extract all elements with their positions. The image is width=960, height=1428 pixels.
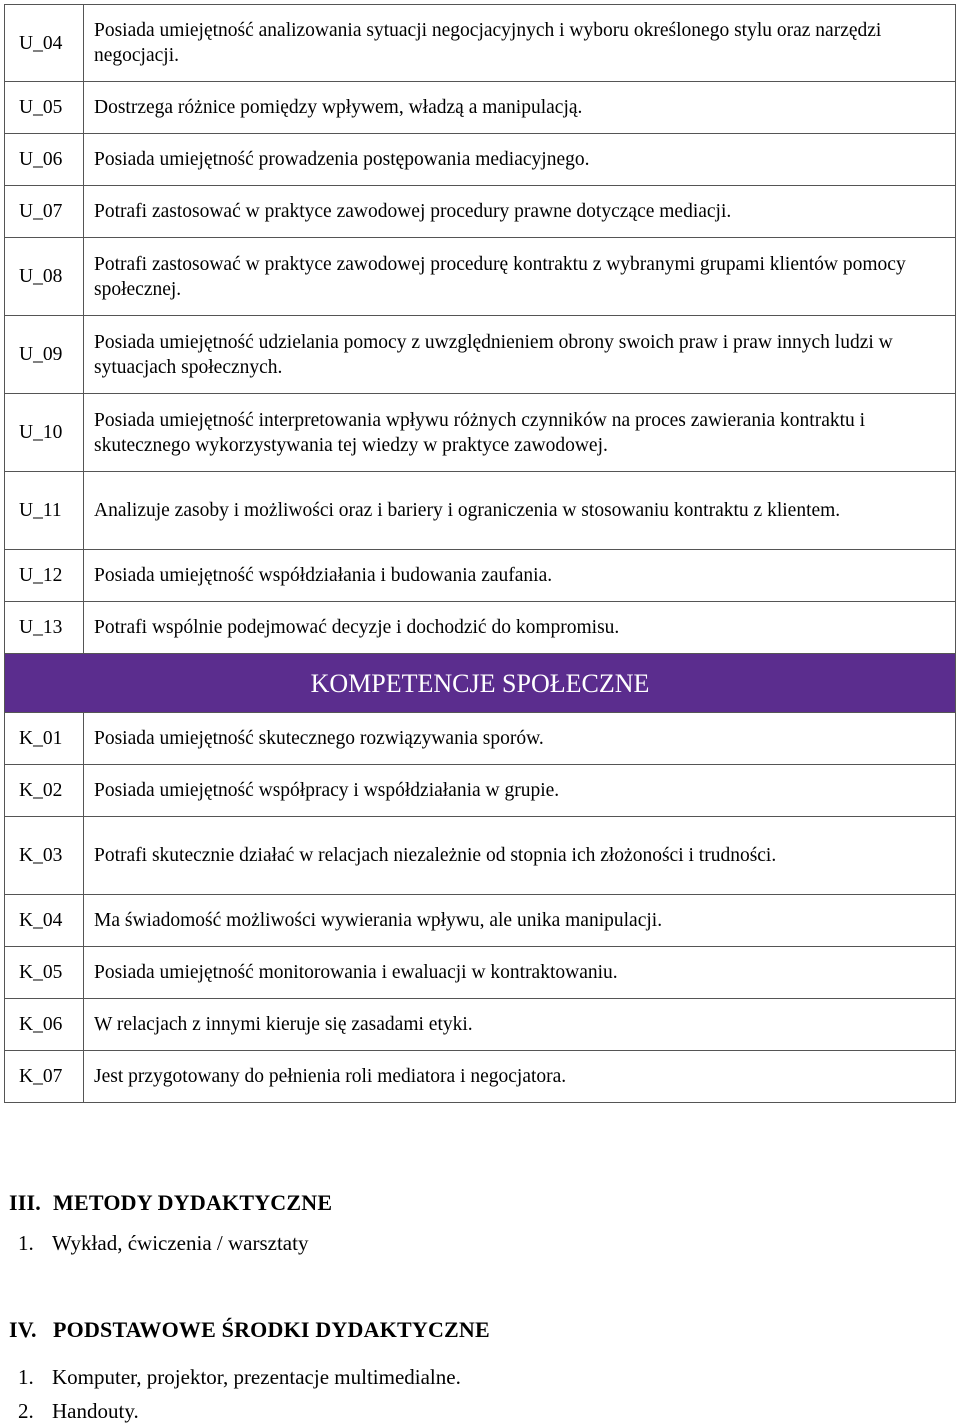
list-number: 2. [18, 1399, 34, 1423]
outcome-code: K_03 [5, 817, 84, 895]
table-row [5, 713, 956, 765]
outcome-text: Potrafi skutecznie działać w relacjach niezależnie od stopnia ich złożoności i trudności. [84, 817, 956, 895]
section-title: PODSTAWOWE ŚRODKI DYDAKTYCZNE [53, 1317, 490, 1342]
outcome-text: Posiada umiejętność prowadzenia postępowania mediacyjnego. [84, 134, 956, 186]
outcome-code: U_11 [5, 472, 84, 550]
table-row [5, 602, 956, 654]
table-row [5, 316, 956, 394]
outcome-text: Ma świadomość możliwości wywierania wpływu, ale unika manipulacji. [84, 895, 956, 947]
outcome-code: U_06 [5, 134, 84, 186]
outcome-code: U_13 [5, 602, 84, 654]
table-row [5, 550, 956, 602]
table-row [5, 5, 956, 82]
outcome-code: U_08 [5, 238, 84, 316]
outcome-code: K_06 [5, 999, 84, 1051]
outcome-text: Posiada umiejętność udzielania pomocy z uwzględnieniem obrony swoich praw i praw innych ludzi w sytuacjach społecznych. [84, 316, 956, 394]
outcome-text: Analizuje zasoby i możliwości oraz i bariery i ograniczenia w stosowaniu kontraktu z klientem. [84, 472, 956, 550]
outcome-text: Posiada umiejętność interpretowania wpływu różnych czynników na proces zawierania kontraktu i skutecznego wykorzystywania tej wiedzy w praktyce zawodowej. [84, 394, 956, 472]
learning-outcomes-table [4, 4, 956, 1103]
list-text: Handouty. [52, 1399, 139, 1423]
section-header-kompetencje: KOMPETENCJE SPOŁECZNE [5, 654, 956, 713]
table-row [5, 999, 956, 1051]
section-number: IV. [9, 1317, 37, 1342]
table-row [5, 947, 956, 999]
outcome-text: Dostrzega różnice pomiędzy wpływem, władzą a manipulacją. [84, 82, 956, 134]
list-text: Komputer, projektor, prezentacje multimedialne. [52, 1365, 461, 1389]
table-row [5, 472, 956, 550]
section-number: III. [9, 1190, 41, 1215]
table-row [5, 765, 956, 817]
outcome-code: K_01 [5, 713, 84, 765]
outcome-text: Jest przygotowany do pełnienia roli mediatora i negocjatora. [84, 1051, 956, 1103]
outcome-text: W relacjach z innymi kieruje się zasadami etyki. [84, 999, 956, 1051]
table-row [5, 134, 956, 186]
table-row [5, 1051, 956, 1103]
outcome-code: K_04 [5, 895, 84, 947]
table-row [5, 895, 956, 947]
outcome-code: U_12 [5, 550, 84, 602]
outcome-text: Potrafi zastosować w praktyce zawodowej procedury prawne dotyczące mediacji. [84, 186, 956, 238]
outcome-text: Posiada umiejętność współpracy i współdziałania w grupie. [84, 765, 956, 817]
outcome-code: U_09 [5, 316, 84, 394]
list-number: 1. [18, 1231, 34, 1255]
section-title: METODY DYDAKTYCZNE [53, 1190, 333, 1215]
outcome-text: Potrafi wspólnie podejmować decyzje i dochodzić do kompromisu. [84, 602, 956, 654]
outcome-code: U_07 [5, 186, 84, 238]
table-row [5, 394, 956, 472]
outcome-text: Posiada umiejętność monitorowania i ewaluacji w kontraktowaniu. [84, 947, 956, 999]
table-row [5, 82, 956, 134]
outcome-text: Posiada umiejętność analizowania sytuacji negocjacyjnych i wyboru określonego stylu oraz narzędzi negocjacji. [84, 5, 956, 82]
list-item [18, 1365, 461, 1390]
list-text: Wykład, ćwiczenia / warsztaty [52, 1231, 309, 1255]
outcome-text: Posiada umiejętność współdziałania i budowania zaufania. [84, 550, 956, 602]
table-row [5, 817, 956, 895]
list-item [18, 1231, 308, 1256]
table-row [5, 186, 956, 238]
outcome-code: K_02 [5, 765, 84, 817]
outcome-code: U_04 [5, 5, 84, 82]
list-item [18, 1399, 139, 1424]
section-heading-metody [9, 1190, 332, 1216]
section-heading-srodki [9, 1317, 490, 1343]
section-header-row [5, 654, 956, 713]
outcome-code: U_10 [5, 394, 84, 472]
table-row [5, 238, 956, 316]
outcome-code: K_07 [5, 1051, 84, 1103]
outcome-text: Potrafi zastosować w praktyce zawodowej procedurę kontraktu z wybranymi grupami klientów pomocy społecznej. [84, 238, 956, 316]
list-number: 1. [18, 1365, 34, 1389]
outcome-text: Posiada umiejętność skutecznego rozwiązywania sporów. [84, 713, 956, 765]
outcome-code: K_05 [5, 947, 84, 999]
outcome-code: U_05 [5, 82, 84, 134]
